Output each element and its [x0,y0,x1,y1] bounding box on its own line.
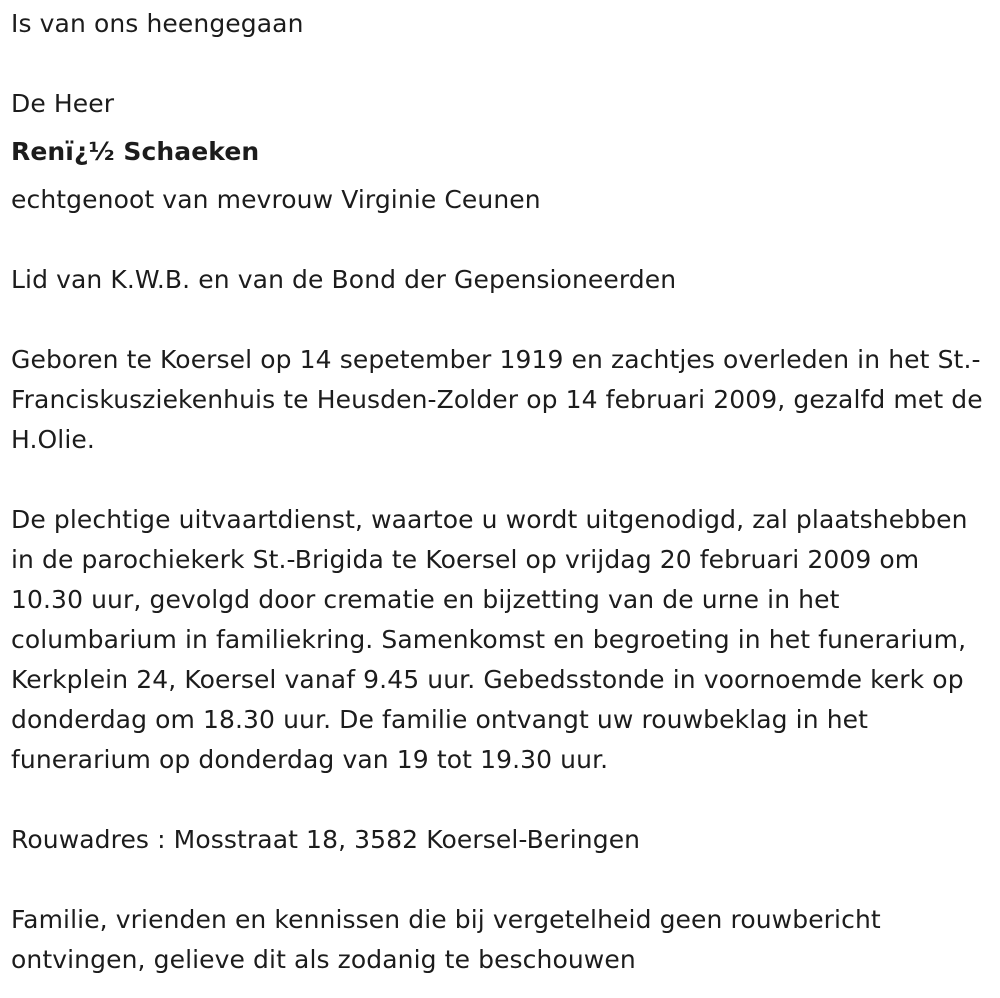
deceased-name: Renï¿½ Schaeken [11,137,260,166]
intro-line: Is van ons heengegaan [11,9,304,38]
salutation: De Heer [11,89,115,118]
obituary-document [11,4,986,980]
address-line: Rouwadres : Mosstraat 18, 3582 Koersel-Beringen [11,825,641,854]
membership-line: Lid van K.W.B. en van de Bond der Gepensioneerden [11,265,677,294]
closing-paragraph: Familie, vrienden en kennissen die bij vergetelheid geen rouwbericht ontvingen, gelieve dit als zodanig te beschouwen [11,905,881,974]
spouse-line: echtgenoot van mevrouw Virginie Ceunen [11,185,541,214]
birth-death-paragraph: Geboren te Koersel op 14 sepetember 1919 en zachtjes overleden in het St.-Franciskusziekenhuis te Heusden-Zolder op 14 februari 2009, gezalfd met de H.Olie. [11,345,983,454]
funeral-paragraph: De plechtige uitvaartdienst, waartoe u wordt uitgenodigd, zal plaatshebben in de parochiekerk St.-Brigida te Koersel op vrijdag 20 februari 2009 om 10.30 uur, gevolgd door crematie en bijzetting van de urne in het columbarium in familiekring. Samenkomst en begroeting in het funerarium, Kerkplein 24, Koersel vanaf 9.45 uur. Gebedsstonde in voornoemde kerk op donderdag om 18.30 uur. De familie ontvangt uw rouwbeklag in het funerarium op donderdag van 19 tot 19.30 uur. [11,505,968,774]
